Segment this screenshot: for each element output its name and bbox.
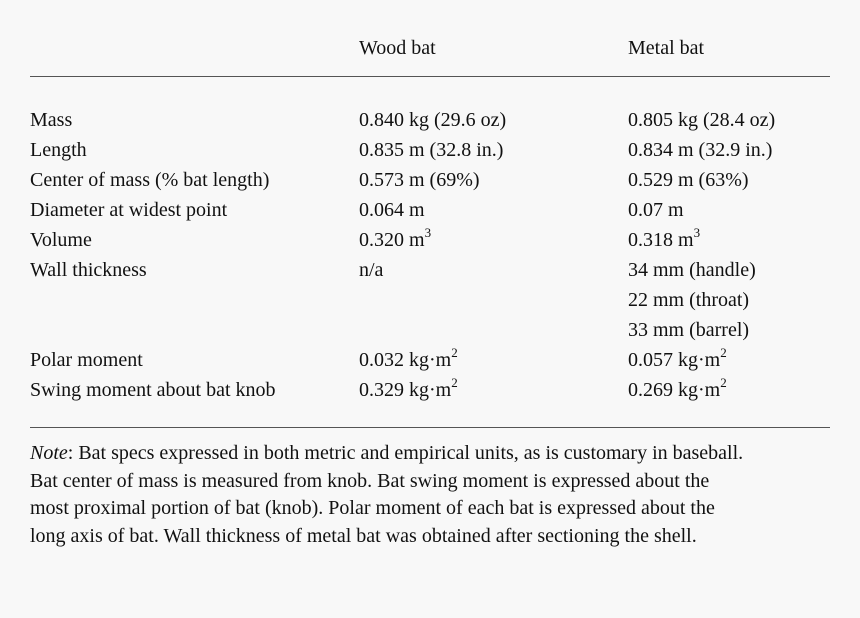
cell-wood-mass: 0.840 kg (29.6 oz) — [359, 109, 507, 131]
cell-metal-wall-thickness-barrel: 33 mm (barrel) — [628, 319, 750, 341]
row-label-length: Length — [30, 139, 87, 161]
cell-metal-mass: 0.805 kg (28.4 oz) — [628, 109, 776, 131]
footer-rule — [30, 427, 830, 428]
cell-metal-volume-exponent: 3 — [693, 225, 701, 241]
table-note — [30, 440, 835, 550]
cell-wood-volume-exponent: 3 — [424, 225, 432, 241]
header-metal-bat: Metal bat — [628, 37, 705, 59]
cell-wood-wall-thickness: n/a — [359, 259, 384, 281]
row-label-wall-thickness: Wall thickness — [30, 259, 147, 281]
note-line-2: Bat center of mass is measured from knob. Bat swing moment is expressed about the — [30, 469, 710, 492]
cell-wood-volume-value: 0.320 m — [359, 229, 425, 251]
cell-metal-swing-moment-exponent: 2 — [720, 375, 727, 391]
cell-metal-center-of-mass: 0.529 m (63%) — [628, 169, 749, 191]
cell-metal-wall-thickness-handle: 34 mm (handle) — [628, 259, 756, 281]
note-line-4: long axis of bat. Wall thickness of metal bat was obtained after sectioning the shell. — [30, 524, 697, 547]
cell-metal-volume — [628, 225, 701, 252]
cell-metal-diameter: 0.07 m — [628, 199, 684, 221]
header-wood-bat: Wood bat — [359, 37, 436, 59]
cell-wood-diameter: 0.064 m — [359, 199, 425, 221]
cell-metal-polar-moment-value: 0.057 kg·m — [628, 349, 721, 371]
cell-wood-polar-moment-exponent: 2 — [451, 345, 458, 361]
row-label-polar-moment: Polar moment — [30, 349, 143, 371]
cell-metal-polar-moment — [628, 345, 727, 372]
row-label-diameter: Diameter at widest point — [30, 199, 228, 221]
row-label-volume: Volume — [30, 229, 92, 251]
cell-metal-length: 0.834 m (32.9 in.) — [628, 139, 773, 161]
cell-wood-length: 0.835 m (32.8 in.) — [359, 139, 504, 161]
header-rule — [30, 76, 830, 77]
cell-wood-swing-moment-value: 0.329 kg·m — [359, 379, 452, 401]
row-label-center-of-mass: Center of mass (% bat length) — [30, 169, 270, 191]
note-text-1: : Bat specs expressed in both metric and empirical units, as is customary in baseball. — [67, 442, 744, 464]
cell-metal-swing-moment-value: 0.269 kg·m — [628, 379, 721, 401]
cell-wood-swing-moment — [359, 375, 458, 402]
cell-wood-swing-moment-exponent: 2 — [451, 375, 458, 391]
cell-metal-wall-thickness-throat: 22 mm (throat) — [628, 289, 750, 311]
note-line-3: most proximal portion of bat (knob). Polar moment of each bat is expressed about the — [30, 497, 715, 519]
note-lead: Note — [30, 442, 68, 464]
cell-wood-center-of-mass: 0.573 m (69%) — [359, 169, 480, 191]
cell-metal-polar-moment-exponent: 2 — [720, 345, 727, 361]
cell-wood-polar-moment — [359, 345, 458, 372]
cell-wood-volume — [359, 225, 432, 252]
cell-wood-polar-moment-value: 0.032 kg·m — [359, 349, 452, 371]
cell-metal-volume-value: 0.318 m — [628, 229, 694, 251]
row-label-mass: Mass — [30, 109, 73, 131]
cell-metal-swing-moment — [628, 375, 727, 402]
row-label-swing-moment: Swing moment about bat knob — [30, 379, 276, 401]
note-line-1 — [30, 440, 835, 468]
